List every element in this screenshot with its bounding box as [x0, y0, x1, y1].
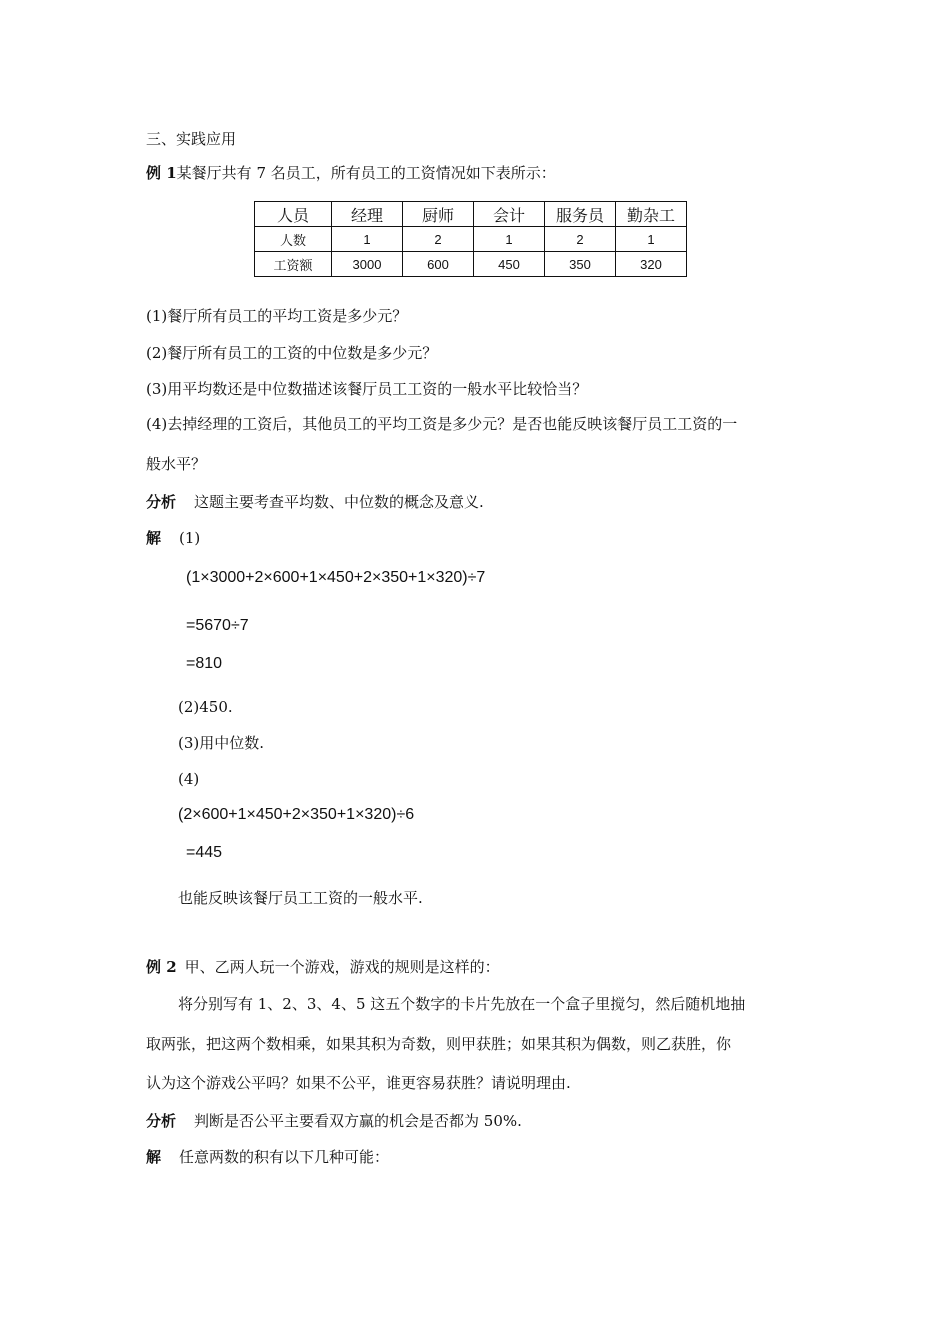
example-2-label: 例 2 — [146, 958, 177, 976]
solution-2 — [146, 1147, 389, 1167]
example-2-intro — [146, 957, 500, 977]
table-header-cell: 勤杂工 — [616, 202, 687, 227]
table-header-cell: 会计 — [474, 202, 545, 227]
table-row — [255, 252, 687, 277]
solution-part-3: (3)用中位数. — [178, 734, 265, 752]
table-cell: 600 — [403, 252, 474, 277]
table-cell: 2 — [403, 227, 474, 252]
solution-label: 解 — [146, 1148, 162, 1166]
question-1: (1)餐厅所有员工的平均工资是多少元？ — [146, 307, 408, 325]
table-header-cell: 经理 — [332, 202, 403, 227]
table-header-cell: 服务员 — [545, 202, 616, 227]
example-2-text: 甲、乙两人玩一个游戏，游戏的规则是这样的： — [184, 958, 500, 976]
example-2-paragraph-line-3: 认为这个游戏公平吗？如果不公平，谁更容易获胜？请说明理由. — [146, 1074, 571, 1092]
solution-1-head — [146, 528, 200, 548]
analysis-text: 这题主要考查平均数、中位数的概念及意义. — [194, 493, 484, 511]
solution-1-step-2: =810 — [186, 655, 223, 672]
solution-4-expression: (2×600+1×450+2×350+1×320)÷6 — [178, 806, 415, 823]
solution-label: 解 — [146, 529, 162, 547]
analysis-label: 分析 — [146, 493, 177, 511]
analysis-text: 判断是否公平主要看双方赢的机会是否都为 50%. — [194, 1112, 522, 1130]
analysis-1 — [146, 492, 484, 512]
table-header-row — [255, 202, 687, 227]
example-2-paragraph-line-1: 将分别写有 1、2、3、4、5 这五个数字的卡片先放在一个盒子里搅匀，然后随机地抽 — [178, 995, 746, 1013]
table-row-label: 人数 — [255, 227, 332, 252]
salary-table — [254, 201, 687, 277]
question-4-line-1: (4)去掉经理的工资后，其他员工的平均工资是多少元？是否也能反映该餐厅员工工资的一 — [146, 415, 738, 433]
example-1-text: 某餐厅共有 7 名员工，所有员工的工资情况如下表所示： — [176, 164, 556, 182]
solution-conclusion: 也能反映该餐厅员工工资的一般水平. — [178, 889, 423, 907]
table-header-cell: 厨师 — [403, 202, 474, 227]
table-cell: 1 — [474, 227, 545, 252]
table-cell: 1 — [616, 227, 687, 252]
analysis-label: 分析 — [146, 1112, 177, 1130]
solution-1-step-1: =5670÷7 — [186, 617, 249, 634]
table-row-label: 工资额 — [255, 252, 332, 277]
solution-4-step-1: =445 — [186, 844, 223, 861]
example-2-paragraph-line-2: 取两张，把这两个数相乘，如果其积为奇数，则甲获胜；如果其积为偶数，则乙获胜，你 — [146, 1035, 732, 1053]
solution-1-expression: (1×3000+2×600+1×450+2×350+1×320)÷7 — [186, 569, 486, 586]
solution-part-1-marker: (1) — [179, 529, 201, 547]
table-cell: 350 — [545, 252, 616, 277]
table-cell: 2 — [545, 227, 616, 252]
question-3: (3)用平均数还是中位数描述该餐厅员工工资的一般水平比较恰当？ — [146, 380, 588, 398]
section-title: 三、实践应用 — [146, 130, 237, 148]
solution-part-2: (2)450. — [178, 698, 233, 716]
table-cell: 450 — [474, 252, 545, 277]
table-header-cell: 人员 — [255, 202, 332, 227]
table-cell: 320 — [616, 252, 687, 277]
solution-text: 任意两数的积有以下几种可能： — [179, 1148, 390, 1166]
question-4-line-2: 般水平？ — [146, 455, 207, 473]
example-1-intro — [146, 163, 556, 183]
example-1-label: 例 1 — [146, 164, 177, 182]
table-cell: 3000 — [332, 252, 403, 277]
analysis-2 — [146, 1111, 522, 1131]
question-2: (2)餐厅所有员工的工资的中位数是多少元？ — [146, 344, 438, 362]
table-cell: 1 — [332, 227, 403, 252]
table-row — [255, 227, 687, 252]
solution-part-4-marker: (4) — [178, 770, 200, 788]
